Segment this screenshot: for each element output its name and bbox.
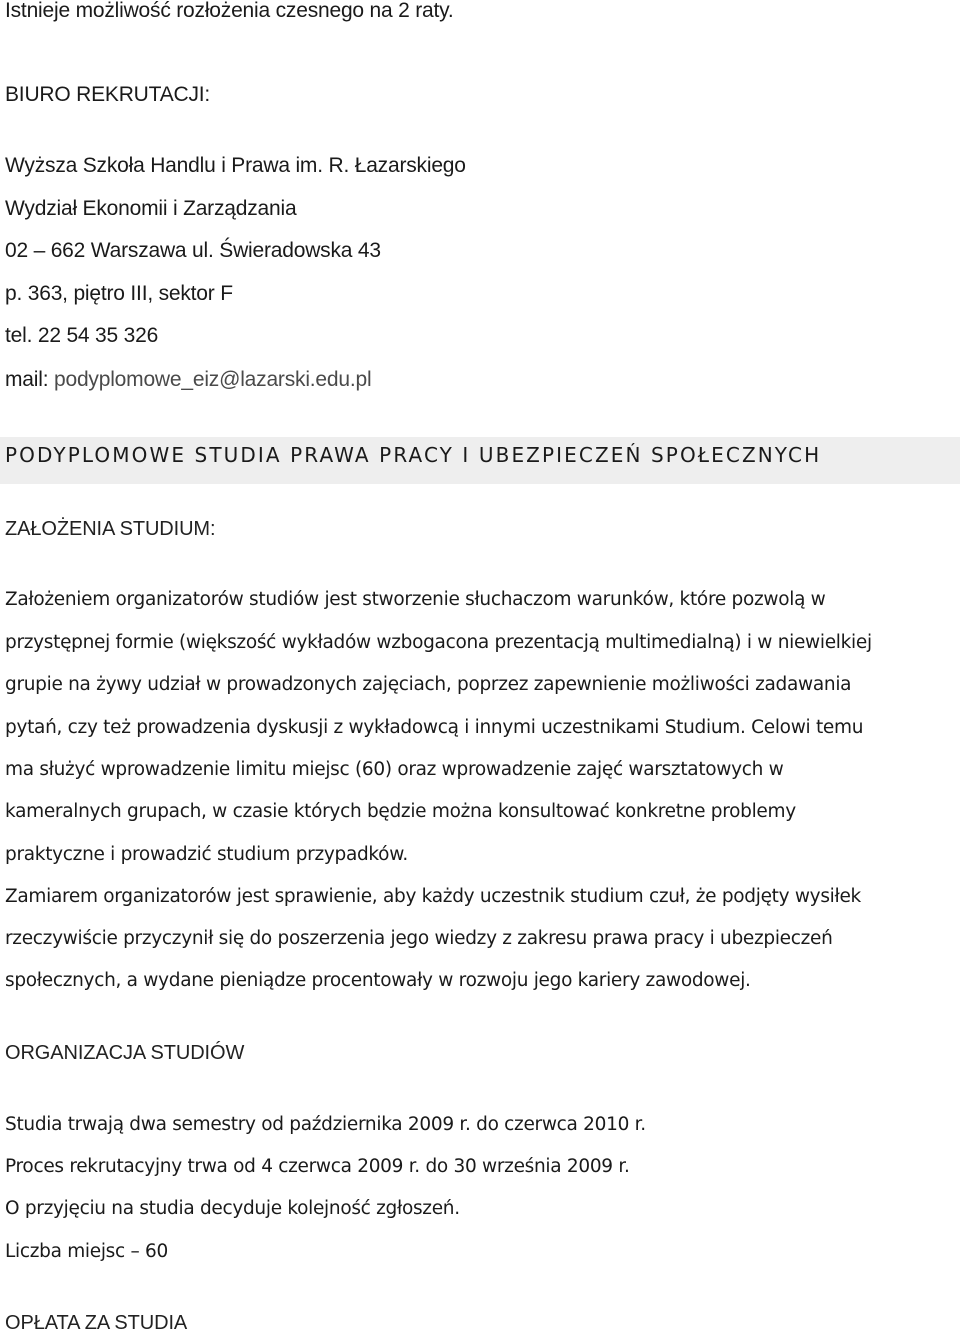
assumptions-line: rzeczywiście przyczynił się do poszerzenia jego wiedzy z zakresu prawa pracy i ubezpieczeń [5, 928, 833, 949]
office-room: p. 363, piętro III, sektor F [5, 282, 233, 305]
assumptions-line: Zamiarem organizatorów jest sprawienie, aby każdy uczestnik studium czuł, że podjęty wysiłek [5, 886, 861, 907]
organization-heading: ORGANIZACJA STUDIÓW [5, 1042, 245, 1064]
assumptions-line: kameralnych grupach, w czasie których będzie można konsultować konkretne problemy [5, 801, 796, 822]
assumptions-line: pytań, czy też prowadzenia dyskusji z wykładowcą i innymi uczestnikami Studium. Celowi temu [5, 717, 864, 738]
organization-line: Proces rekrutacyjny trwa od 4 czerwca 2009 r. do 30 września 2009 r. [5, 1156, 630, 1177]
mail-link[interactable]: podyplomowe_eiz@lazarski.edu.pl [53, 368, 372, 391]
assumptions-line: ma służyć wprowadzenie limitu miejsc (60) oraz wprowadzenie zajęć warsztatowych w [5, 759, 784, 780]
office-faculty: Wydział Ekonomii i Zarządzania [5, 197, 297, 220]
office-school-name: Wyższa Szkoła Handlu i Prawa im. R. Łazarskiego [5, 154, 466, 177]
organization-line: Liczba miejsc – 60 [5, 1241, 168, 1262]
page-title: PODYPLOMOWE STUDIA PRAWA PRACY I UBEZPIECZEŃ SPOŁECZNYCH [5, 443, 822, 467]
installments-note: Istnieje możliwość rozłożenia czesnego na 2 raty. [5, 0, 454, 22]
assumptions-line: grupie na żywy udział w prowadzonych zajęciach, poprzez zapewnienie możliwości zadawania [5, 674, 852, 695]
office-phone: tel. 22 54 35 326 [5, 324, 159, 347]
office-mail [5, 367, 371, 393]
assumptions-heading: ZAŁOŻENIA STUDIUM: [5, 518, 216, 540]
office-heading: BIURO REKRUTACJI: [5, 83, 211, 106]
assumptions-line: Założeniem organizatorów studiów jest stworzenie słuchaczom warunków, które pozwolą w [5, 589, 826, 610]
mail-label: mail: [5, 368, 54, 391]
fees-heading: OPŁATA ZA STUDIA [5, 1312, 188, 1334]
assumptions-line: przystępnej formie (większość wykładów wzbogacona prezentacją multimedialną) i w niewielkiej [5, 632, 872, 653]
assumptions-line: społecznych, a wydane pieniądze procentowały w rozwoju jego kariery zawodowej. [5, 970, 751, 991]
organization-line: O przyjęciu na studia decyduje kolejność zgłoszeń. [5, 1198, 460, 1219]
office-address: 02 – 662 Warszawa ul. Świeradowska 43 [5, 239, 381, 262]
organization-line: Studia trwają dwa semestry od października 2009 r. do czerwca 2010 r. [5, 1114, 646, 1135]
assumptions-line: praktyczne i prowadzić studium przypadków. [5, 844, 408, 865]
